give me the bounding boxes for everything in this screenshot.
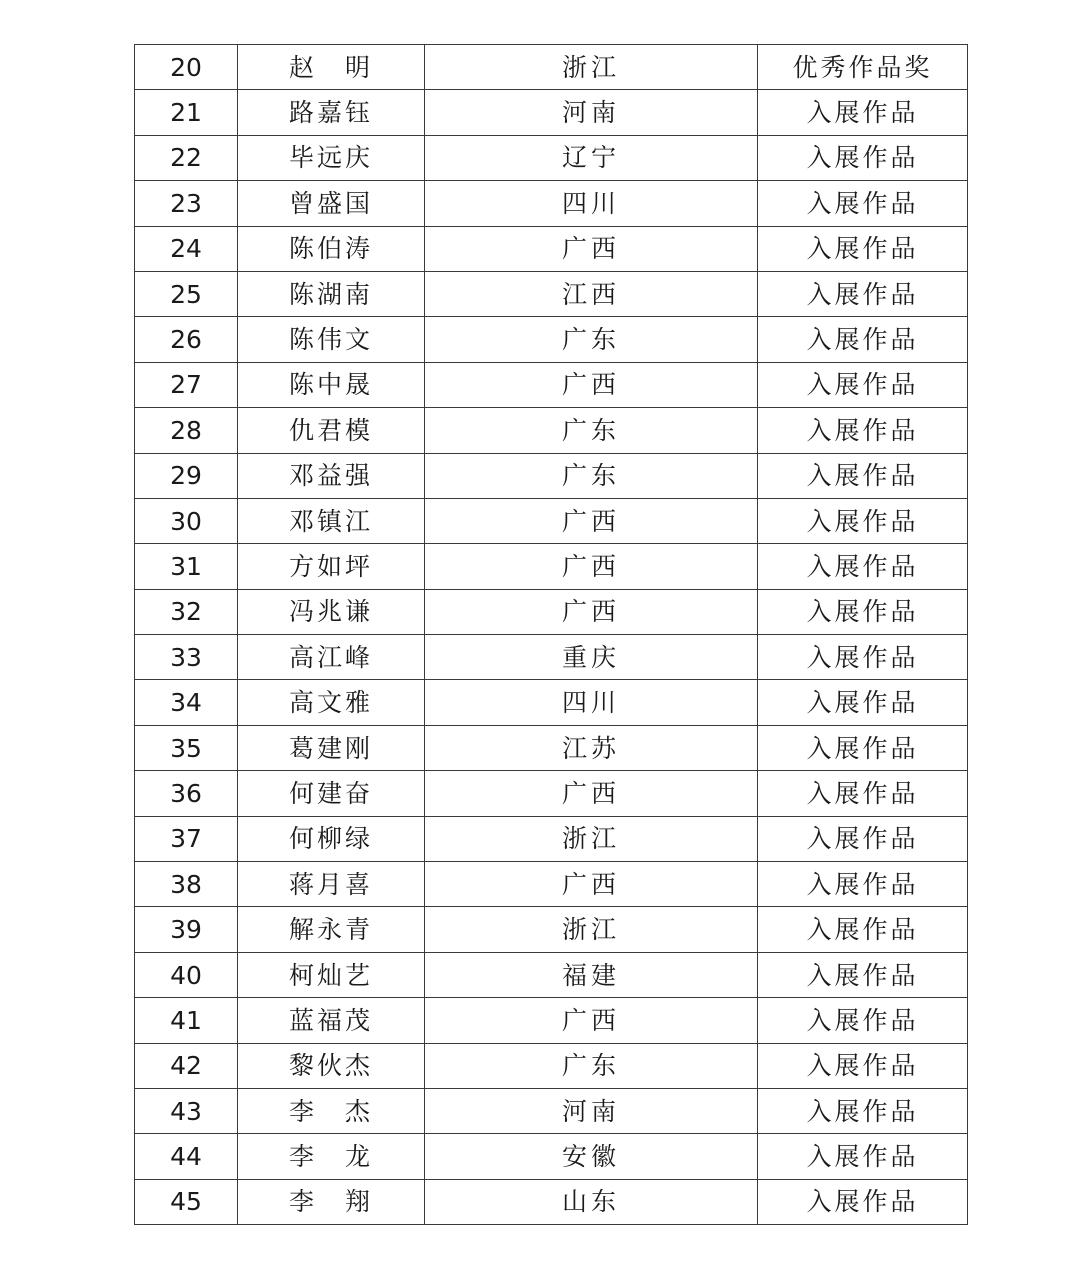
province-cell: 广东 <box>425 408 758 453</box>
table-row <box>135 907 968 952</box>
award-level-cell: 入展作品 <box>758 952 968 997</box>
row-number-cell: 22 <box>135 135 238 180</box>
province-cell: 广东 <box>425 453 758 498</box>
table-row <box>135 635 968 680</box>
row-number-cell: 34 <box>135 680 238 725</box>
person-name-cell: 邓镇江 <box>238 498 425 543</box>
person-name-cell: 仇君模 <box>238 408 425 453</box>
person-name-cell: 陈湖南 <box>238 271 425 316</box>
row-number-cell: 42 <box>135 1043 238 1088</box>
award-level-cell: 入展作品 <box>758 907 968 952</box>
row-number-cell: 23 <box>135 181 238 226</box>
province-cell: 浙江 <box>425 45 758 90</box>
person-name-cell: 高文雅 <box>238 680 425 725</box>
table-row <box>135 498 968 543</box>
table-row <box>135 998 968 1043</box>
table-row <box>135 90 968 135</box>
province-cell: 河南 <box>425 1088 758 1133</box>
table-row <box>135 135 968 180</box>
table-row <box>135 725 968 770</box>
table-row <box>135 453 968 498</box>
table-row <box>135 862 968 907</box>
row-number-cell: 25 <box>135 271 238 316</box>
table-row <box>135 589 968 634</box>
person-name-cell: 高江峰 <box>238 635 425 680</box>
award-level-cell: 入展作品 <box>758 90 968 135</box>
award-level-cell: 入展作品 <box>758 1134 968 1179</box>
table-row <box>135 226 968 271</box>
award-level-cell: 入展作品 <box>758 453 968 498</box>
person-name-cell: 李 翔 <box>238 1179 425 1224</box>
province-cell: 重庆 <box>425 635 758 680</box>
row-number-cell: 35 <box>135 725 238 770</box>
table-row <box>135 271 968 316</box>
row-number-cell: 20 <box>135 45 238 90</box>
person-name-cell: 陈伯涛 <box>238 226 425 271</box>
table-row <box>135 45 968 90</box>
row-number-cell: 30 <box>135 498 238 543</box>
table-row <box>135 952 968 997</box>
province-cell: 江苏 <box>425 725 758 770</box>
table-row <box>135 1088 968 1133</box>
table-row <box>135 771 968 816</box>
award-level-cell: 入展作品 <box>758 862 968 907</box>
row-number-cell: 43 <box>135 1088 238 1133</box>
person-name-cell: 何柳绿 <box>238 816 425 861</box>
person-name-cell: 路嘉钰 <box>238 90 425 135</box>
table-row <box>135 680 968 725</box>
award-level-cell: 入展作品 <box>758 271 968 316</box>
row-number-cell: 32 <box>135 589 238 634</box>
award-level-cell: 入展作品 <box>758 1043 968 1088</box>
person-name-cell: 何建奋 <box>238 771 425 816</box>
row-number-cell: 27 <box>135 362 238 407</box>
row-number-cell: 21 <box>135 90 238 135</box>
province-cell: 广西 <box>425 589 758 634</box>
award-level-cell: 入展作品 <box>758 635 968 680</box>
award-level-cell: 入展作品 <box>758 680 968 725</box>
award-level-cell: 入展作品 <box>758 1088 968 1133</box>
province-cell: 辽宁 <box>425 135 758 180</box>
row-number-cell: 24 <box>135 226 238 271</box>
award-level-cell: 入展作品 <box>758 589 968 634</box>
province-cell: 广西 <box>425 998 758 1043</box>
person-name-cell: 柯灿艺 <box>238 952 425 997</box>
table-row <box>135 181 968 226</box>
person-name-cell: 曾盛国 <box>238 181 425 226</box>
award-level-cell: 入展作品 <box>758 362 968 407</box>
table-row <box>135 408 968 453</box>
person-name-cell: 李 杰 <box>238 1088 425 1133</box>
person-name-cell: 赵 明 <box>238 45 425 90</box>
person-name-cell: 蒋月喜 <box>238 862 425 907</box>
person-name-cell: 蓝福茂 <box>238 998 425 1043</box>
table-row <box>135 816 968 861</box>
province-cell: 广西 <box>425 362 758 407</box>
province-cell: 山东 <box>425 1179 758 1224</box>
province-cell: 广东 <box>425 1043 758 1088</box>
row-number-cell: 39 <box>135 907 238 952</box>
award-level-cell: 入展作品 <box>758 317 968 362</box>
row-number-cell: 40 <box>135 952 238 997</box>
row-number-cell: 45 <box>135 1179 238 1224</box>
person-name-cell: 方如坪 <box>238 544 425 589</box>
person-name-cell: 陈伟文 <box>238 317 425 362</box>
table-row <box>135 1179 968 1224</box>
province-cell: 四川 <box>425 680 758 725</box>
table-row <box>135 362 968 407</box>
row-number-cell: 28 <box>135 408 238 453</box>
province-cell: 浙江 <box>425 816 758 861</box>
province-cell: 河南 <box>425 90 758 135</box>
person-name-cell: 毕远庆 <box>238 135 425 180</box>
award-list-table <box>134 44 968 1225</box>
person-name-cell: 黎伙杰 <box>238 1043 425 1088</box>
province-cell: 福建 <box>425 952 758 997</box>
row-number-cell: 31 <box>135 544 238 589</box>
province-cell: 广西 <box>425 862 758 907</box>
award-level-cell: 入展作品 <box>758 725 968 770</box>
award-level-cell: 入展作品 <box>758 1179 968 1224</box>
person-name-cell: 解永青 <box>238 907 425 952</box>
table-row <box>135 1043 968 1088</box>
award-level-cell: 入展作品 <box>758 498 968 543</box>
table-row <box>135 1134 968 1179</box>
award-level-cell: 入展作品 <box>758 544 968 589</box>
table-row <box>135 317 968 362</box>
person-name-cell: 陈中晟 <box>238 362 425 407</box>
award-level-cell: 优秀作品奖 <box>758 45 968 90</box>
province-cell: 广东 <box>425 317 758 362</box>
award-level-cell: 入展作品 <box>758 135 968 180</box>
province-cell: 浙江 <box>425 907 758 952</box>
person-name-cell: 李 龙 <box>238 1134 425 1179</box>
table-row <box>135 544 968 589</box>
award-level-cell: 入展作品 <box>758 816 968 861</box>
person-name-cell: 冯兆谦 <box>238 589 425 634</box>
row-number-cell: 26 <box>135 317 238 362</box>
row-number-cell: 33 <box>135 635 238 680</box>
province-cell: 广西 <box>425 498 758 543</box>
row-number-cell: 44 <box>135 1134 238 1179</box>
province-cell: 广西 <box>425 771 758 816</box>
row-number-cell: 36 <box>135 771 238 816</box>
row-number-cell: 38 <box>135 862 238 907</box>
province-cell: 广西 <box>425 544 758 589</box>
row-number-cell: 29 <box>135 453 238 498</box>
person-name-cell: 邓益强 <box>238 453 425 498</box>
award-level-cell: 入展作品 <box>758 408 968 453</box>
person-name-cell: 葛建刚 <box>238 725 425 770</box>
province-cell: 广西 <box>425 226 758 271</box>
province-cell: 安徽 <box>425 1134 758 1179</box>
row-number-cell: 41 <box>135 998 238 1043</box>
award-level-cell: 入展作品 <box>758 771 968 816</box>
award-level-cell: 入展作品 <box>758 226 968 271</box>
award-level-cell: 入展作品 <box>758 181 968 226</box>
province-cell: 四川 <box>425 181 758 226</box>
row-number-cell: 37 <box>135 816 238 861</box>
award-level-cell: 入展作品 <box>758 998 968 1043</box>
province-cell: 江西 <box>425 271 758 316</box>
award-list-body <box>135 45 968 1225</box>
